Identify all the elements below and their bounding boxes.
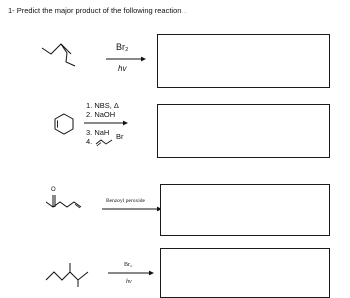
reaction-4-reagent-bottom: hv [126, 279, 132, 285]
question-prompt: Predict the major product of the following reaction [16, 6, 182, 15]
reaction-2-step-1: 1. NBS, Δ [86, 101, 119, 110]
reaction-1-arrow [106, 56, 146, 62]
reaction-2-allyl-bromide-structure [95, 136, 117, 148]
reaction-2-step-3: 3. NaH [86, 128, 110, 137]
reaction-2-answer-box[interactable] [157, 104, 330, 158]
reaction-1-reagent-top: Br₂ [116, 42, 129, 52]
reaction-1-reagent-bottom: hv [118, 64, 127, 73]
reaction-4-reagent-top: Br₂ [124, 262, 133, 268]
reaction-3-reagent-top: Benzoyl peroxide [106, 198, 145, 204]
reaction-1-reactant-structure [40, 40, 90, 70]
reaction-3-arrow [102, 206, 162, 212]
reaction-2-step-4-atom: Br [116, 132, 124, 141]
reaction-2-step-2: 2. NaOH [86, 110, 116, 119]
reaction-3-oxygen-label: O [51, 187, 56, 193]
reaction-2-step-4-number: 4. [86, 137, 93, 146]
question-title [8, 6, 188, 15]
reaction-4-arrow [108, 270, 154, 276]
reaction-4-answer-box[interactable] [160, 248, 330, 298]
reaction-2-reactant-structure [52, 112, 76, 136]
question-trailing: ... [181, 6, 188, 15]
reaction-4-reactant-structure [44, 262, 100, 288]
question-number: 1- [8, 6, 15, 15]
reaction-2-arrow [84, 120, 128, 126]
reaction-1-answer-box[interactable] [157, 34, 330, 88]
reaction-3-answer-box[interactable] [160, 184, 330, 236]
